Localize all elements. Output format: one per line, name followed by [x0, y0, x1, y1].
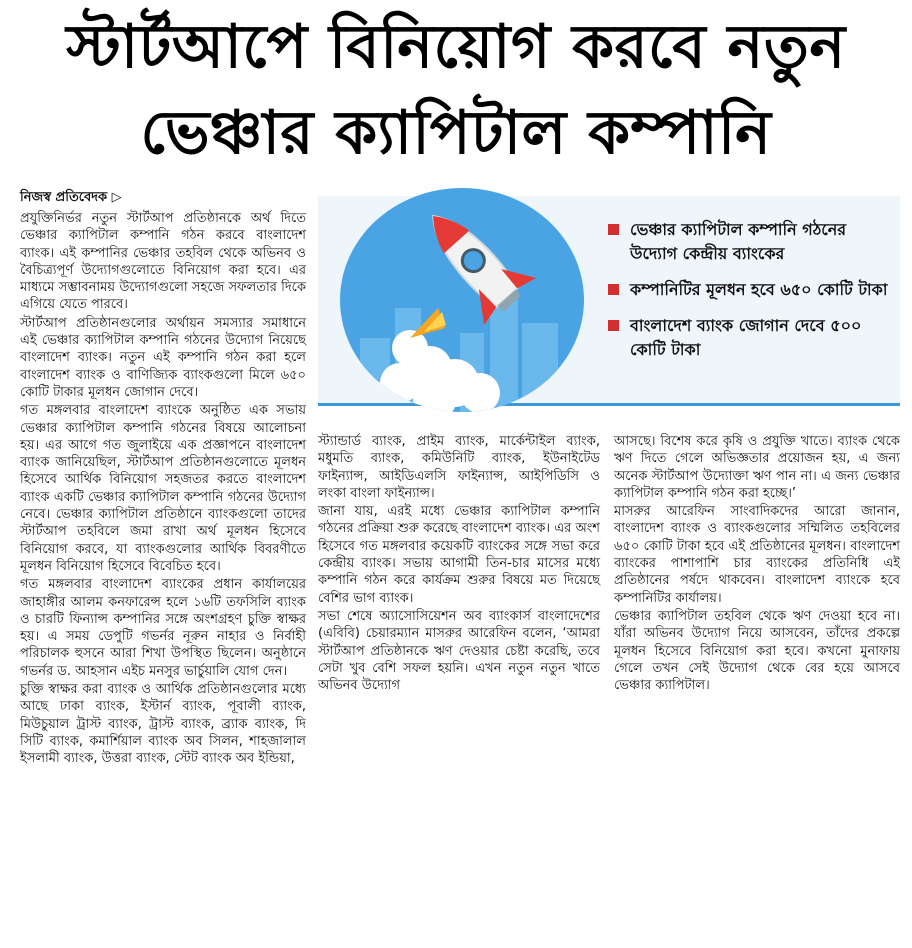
- paragraph: গত মঙ্গলবার বাংলাদেশ ব্যাংকে অনুষ্ঠিত এক সভায় ভেঞ্চার ক্যাপিটাল কম্পানি গঠনের বিষয়ে আলোচনা হয়। এর আগে গত জুলাইয়ে এক প্রজ্ঞাপনে বাংলাদেশ ব্যাংক জানিয়েছিল, স্টার্টআপ প্রতিষ্ঠানগুলোতে মূলধন হিসেবে আর্থিক বিনিয়োগ সহজতর করতে বাংলাদেশ ব্যাংক একটি ভেঞ্চার ক্যাপিটাল কম্পানি গঠনের উদ্যোগ নেবে। ভেঞ্চার ক্যাপিটাল প্রতিষ্ঠানে ব্যাংকগুলো তাদের স্টার্টআপ তহবিলে জমা রাখা অর্থ মূলধন হিসেবে বিনিয়োগ করবে, যা ব্যাংকগুলোর আর্থিক বিবরণীতে মূলধন বিনিয়োগ হিসেবে বিবেচিত হবে।: [20, 403, 306, 574]
- paragraph: ভেঞ্চার ক্যাপিটাল তহবিল থেকে ঋণ দেওয়া হবে না। যাঁরা অভিনব উদ্যোগ নিয়ে আসবেন, তাঁদের প্রকল্পে মূলধন হিসেবে বিনিয়োগ করা হবে। কখনো মুনাফায় গেলে তখন সেই উদ্যোগ থেকে বের হয়ে আসবে ভেঞ্চার ক্যাপিটাল।: [614, 608, 900, 694]
- infographic-box: [318, 196, 900, 406]
- article-column-2: [318, 433, 600, 695]
- paragraph: মাসরুর আরেফিন সাংবাদিকদের আরো জানান, বাংলাদেশ ব্যাংক ও ব্যাংকগুলোর সম্মিলিত তহবিলের ৬৫০ কোটি টাকা হবে এই প্রতিষ্ঠানের মূলধন। বাংলাদেশ ব্যাংকের পাশাপাশি চার ব্যাংকের প্রতিনিধি এই প্রতিষ্ঠানের পর্ষদে থাকবেন। বাংলাদেশ ব্যাংকে হবে কম্পানিটির কার্যালয়।: [614, 504, 900, 606]
- rocket-illustration: [340, 188, 584, 412]
- paragraph: চুক্তি স্বাক্ষর করা ব্যাংক ও আর্থিক প্রতিষ্ঠানগুলোর মধ্যে আছে ঢাকা ব্যাংক, ইস্টার্ন ব্যাংক, পূবালী ব্যাংক, মিউচুয়াল ট্রাস্ট ব্যাংক, ট্রাস্ট ব্যাংক, ব্র্যাক ব্যাংক, দি সিটি ব্যাংক, কমার্শিয়াল ব্যাংক অব সিলন, শাহজালাল ইসলামী ব্যাংক, উত্তরা ব্যাংক, স্টেট ব্যাংক অব ইন্ডিয়া,: [20, 682, 306, 767]
- paragraph: গত মঙ্গলবার বাংলাদেশ ব্যাংকের প্রধান কার্যালয়ের জাহাঙ্গীর আলম কনফারেন্স হলে ১৬টি তফসিলি ব্যাংক ও চারটি ফিন্যান্স কম্পানির সঙ্গে অংশগ্রহণ চুক্তি স্বাক্ষর হয়। এ সময় ডেপুটি গভর্নর নূরুন নাহার ও নির্বাহী পরিচালক হুসনে আরা শিখা উপস্থিত ছিলেন। অনুষ্ঠানে গভর্নর ড. আহসান এইচ মনসুর ভার্চুয়ালি যোগ দেন।: [20, 577, 306, 679]
- headline: [10, 4, 902, 176]
- byline: নিজস্ব প্রতিবেদক ▷: [20, 190, 122, 205]
- paragraph: স্টার্টআপ প্রতিষ্ঠানগুলোর অর্থায়ন সমস্যার সমাধানে এই ভেঞ্চার ক্যাপিটাল কম্পানি গঠনের উদ্যোগ নিয়েছে বাংলাদেশ ব্যাংক। নতুন এই কম্পানি গঠন করা হলে বাংলাদেশ ব্যাংক ও বাণিজ্যিক ব্যাংকগুলো মিলে ৬৫০ কোটি টাকার মূলধন জোগান দেবে।: [20, 315, 306, 400]
- article-column-1: [20, 210, 306, 769]
- bullet-square-icon: [608, 284, 619, 295]
- bullet-square-icon: [608, 224, 619, 235]
- paragraph: প্রযুক্তিনির্ভর নতুন স্টার্টআপ প্রতিষ্ঠানকে অর্থ দিতে ভেঞ্চার ক্যাপিটাল কম্পানি গঠন করবে বাংলাদেশ ব্যাংক। এই কম্পানির ভেঞ্চার তহবিল থেকে অভিনব ও বৈচিত্র্যপূর্ণ উদ্যোগগুলোতে বিনিয়োগ করা হবে। এর মাধ্যমে সম্ভাবনাময় উদ্যোগগুলো সহজে সফলতার দিকে এগিয়ে যেতে পারবে।: [20, 211, 306, 313]
- article-column-3: [614, 433, 900, 695]
- key-point: বাংলাদেশ ব্যাংক জোগান দেবে ৫০০ কোটি টাকা: [608, 314, 893, 362]
- rocket-icon: [340, 188, 584, 412]
- paragraph: জানা যায়, এরই মধ্যে ভেঞ্চার ক্যাপিটাল কম্পানি গঠনের প্রক্রিয়া শুরু করেছে বাংলাদেশ ব্যাংক। এর অংশ হিসেবে গত মঙ্গলবার কয়েকটি ব্যাংকের সঙ্গে সভা করে কেন্দ্রীয় ব্যাংক। সভায় আগামী তিন-চার মাসের মধ্যে কম্পানি গঠন করে কার্যক্রম শুরুর বিষয়ে মত দিয়েছে বেশির ভাগ ব্যাংক।: [318, 504, 600, 606]
- paragraph: আসছে। বিশেষ করে কৃষি ও প্রযুক্তি খাতে। ব্যাংক থেকে ঋণ দিতে গেলে অভিজ্ঞতার প্রয়োজন হয়, এ জন্য অনেক স্টার্টআপ উদ্যোক্তা ঋণ পান না। এ জন্য ভেঞ্চার ক্যাপিটাল কম্পানি গঠন করা হচ্ছে।’: [614, 434, 900, 501]
- paragraph: সভা শেষে অ্যাসোসিয়েশন অব ব্যাংকার্স বাংলাদেশের (এবিবি) চেয়ারম্যান মাসরুর আরেফিন বলেন, ‘আমরা স্টার্টআপ প্রতিষ্ঠানকে ঋণ দেওয়ার চেষ্টা করেছি, তবে সেটা খুব বেশি সফল হয়নি। এখন নতুন নতুন খাতে অভিনব উদ্যোগ: [318, 608, 600, 694]
- paragraph: স্ট্যান্ডার্ড ব্যাংক, প্রাইম ব্যাংক, মার্কেন্টাইল ব্যাংক, মধুমতি ব্যাংক, কমিউনিটি ব্যাংক, ইউনাইটেড ফাইন্যান্স, আইডিএলসি ফাইন্যান্স, আইপিডিসি ও লংকা বাংলা ফাইন্যান্স।: [318, 434, 600, 501]
- key-point: ভেঞ্চার ক্যাপিটাল কম্পানি গঠনের উদ্যোগ কেন্দ্রীয় ব্যাংকের: [608, 218, 893, 266]
- headline-line-1: স্টার্টআপে বিনিয়োগ করবে নতুন: [66, 12, 846, 82]
- key-points-list: [608, 218, 893, 374]
- headline-line-2: ভেঞ্চার ক্যাপিটাল কম্পানি: [140, 98, 772, 168]
- key-point: কম্পানিটির মূলধন হবে ৬৫০ কোটি টাকা: [608, 278, 893, 302]
- bullet-square-icon: [608, 320, 619, 331]
